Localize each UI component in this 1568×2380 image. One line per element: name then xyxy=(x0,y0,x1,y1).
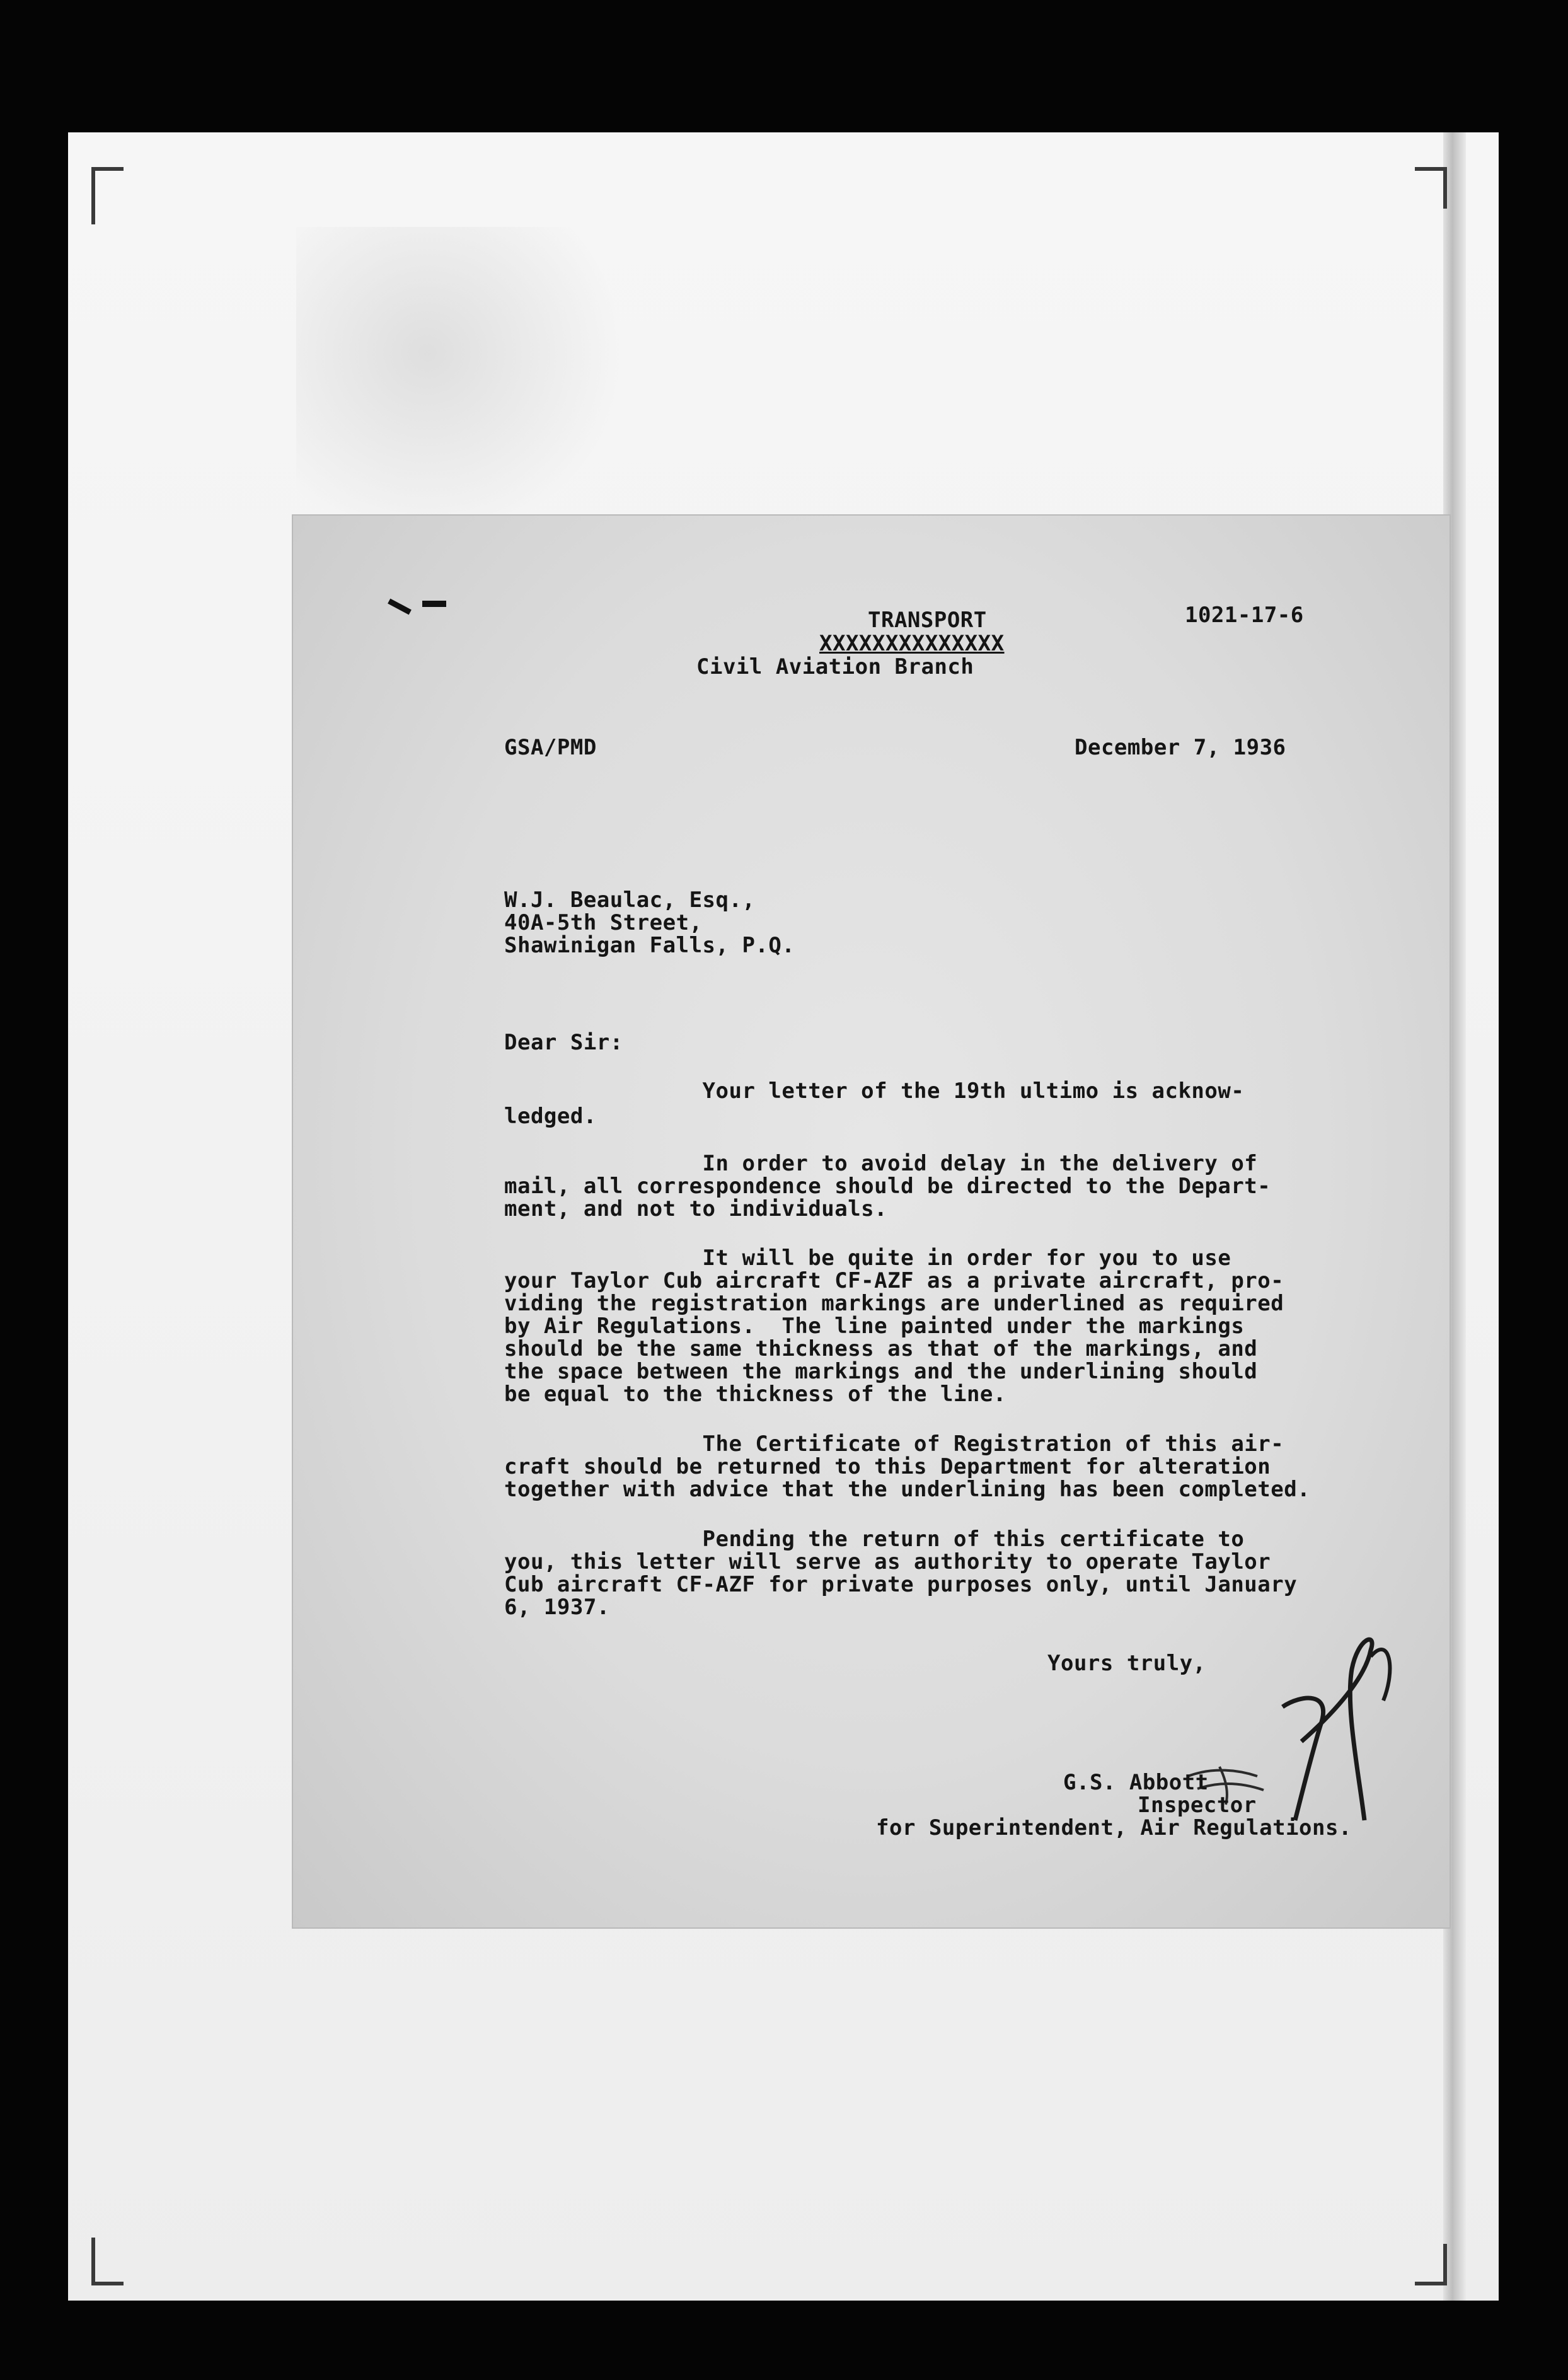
body-line: Cub aircraft CF-AZF for private purposes only, until January xyxy=(504,1572,1298,1597)
body-line: you, this letter will serve as authority to operate Taylor xyxy=(504,1549,1271,1574)
punch-mark xyxy=(388,599,412,615)
signer-name: G.S. Abbott xyxy=(1063,1770,1209,1795)
body-line: mail, all correspondence should be directed to the Depart- xyxy=(504,1174,1271,1199)
signer-role: for Superintendent, Air Regulations. xyxy=(876,1815,1352,1840)
signer-title: Inspector xyxy=(1138,1793,1257,1818)
body-line: should be the same thickness as that of the markings, and xyxy=(504,1336,1258,1361)
letter-sheet xyxy=(293,516,1450,1927)
body-line: Your letter of the 19th ultimo is acknow- xyxy=(504,1078,1245,1104)
crop-mark-bottom-left xyxy=(91,2238,124,2285)
reference-code: GSA/PMD xyxy=(504,735,597,760)
letter-date: December 7, 1936 xyxy=(1075,735,1286,760)
struck-out-heading: XXXXXXXXXXXXXX xyxy=(819,631,1005,656)
film-smudge xyxy=(296,227,624,542)
recipient-name: W.J. Beaulac, Esq., xyxy=(504,887,756,913)
body-line: viding the registration markings are underlined as required xyxy=(504,1291,1284,1316)
recipient-city: Shawinigan Falls, P.Q. xyxy=(504,933,795,958)
body-line: the space between the markings and the underlining should xyxy=(504,1359,1258,1384)
closing: Yours truly, xyxy=(1047,1651,1206,1676)
department-heading: TRANSPORT xyxy=(868,608,987,633)
body-line: It will be quite in order for you to use xyxy=(504,1245,1231,1271)
file-number: 1021-17-6 xyxy=(1185,603,1304,628)
body-line: ledged. xyxy=(504,1104,597,1129)
body-line: craft should be returned to this Department for alteration xyxy=(504,1454,1271,1479)
salutation: Dear Sir: xyxy=(504,1030,623,1055)
body-line: Pending the return of this certificate to xyxy=(504,1527,1245,1552)
body-line: ment, and not to individuals. xyxy=(504,1196,888,1222)
branch-heading: Civil Aviation Branch xyxy=(696,654,974,679)
body-line: be equal to the thickness of the line. xyxy=(504,1382,1006,1407)
body-line: together with advice that the underlining has been completed. xyxy=(504,1477,1311,1502)
crop-mark-bottom-right xyxy=(1415,2244,1447,2285)
punch-mark xyxy=(422,601,446,607)
body-line: In order to avoid delay in the delivery of xyxy=(504,1151,1258,1176)
body-line: your Taylor Cub aircraft CF-AZF as a private aircraft, pro- xyxy=(504,1268,1284,1293)
body-line: The Certificate of Registration of this air- xyxy=(504,1431,1284,1457)
body-line: 6, 1937. xyxy=(504,1595,610,1620)
recipient-street: 40A-5th Street, xyxy=(504,910,703,935)
body-line: by Air Regulations. The line painted under the markings xyxy=(504,1314,1245,1339)
crop-mark-top-left xyxy=(91,167,124,224)
crop-mark-top-right xyxy=(1415,167,1447,209)
